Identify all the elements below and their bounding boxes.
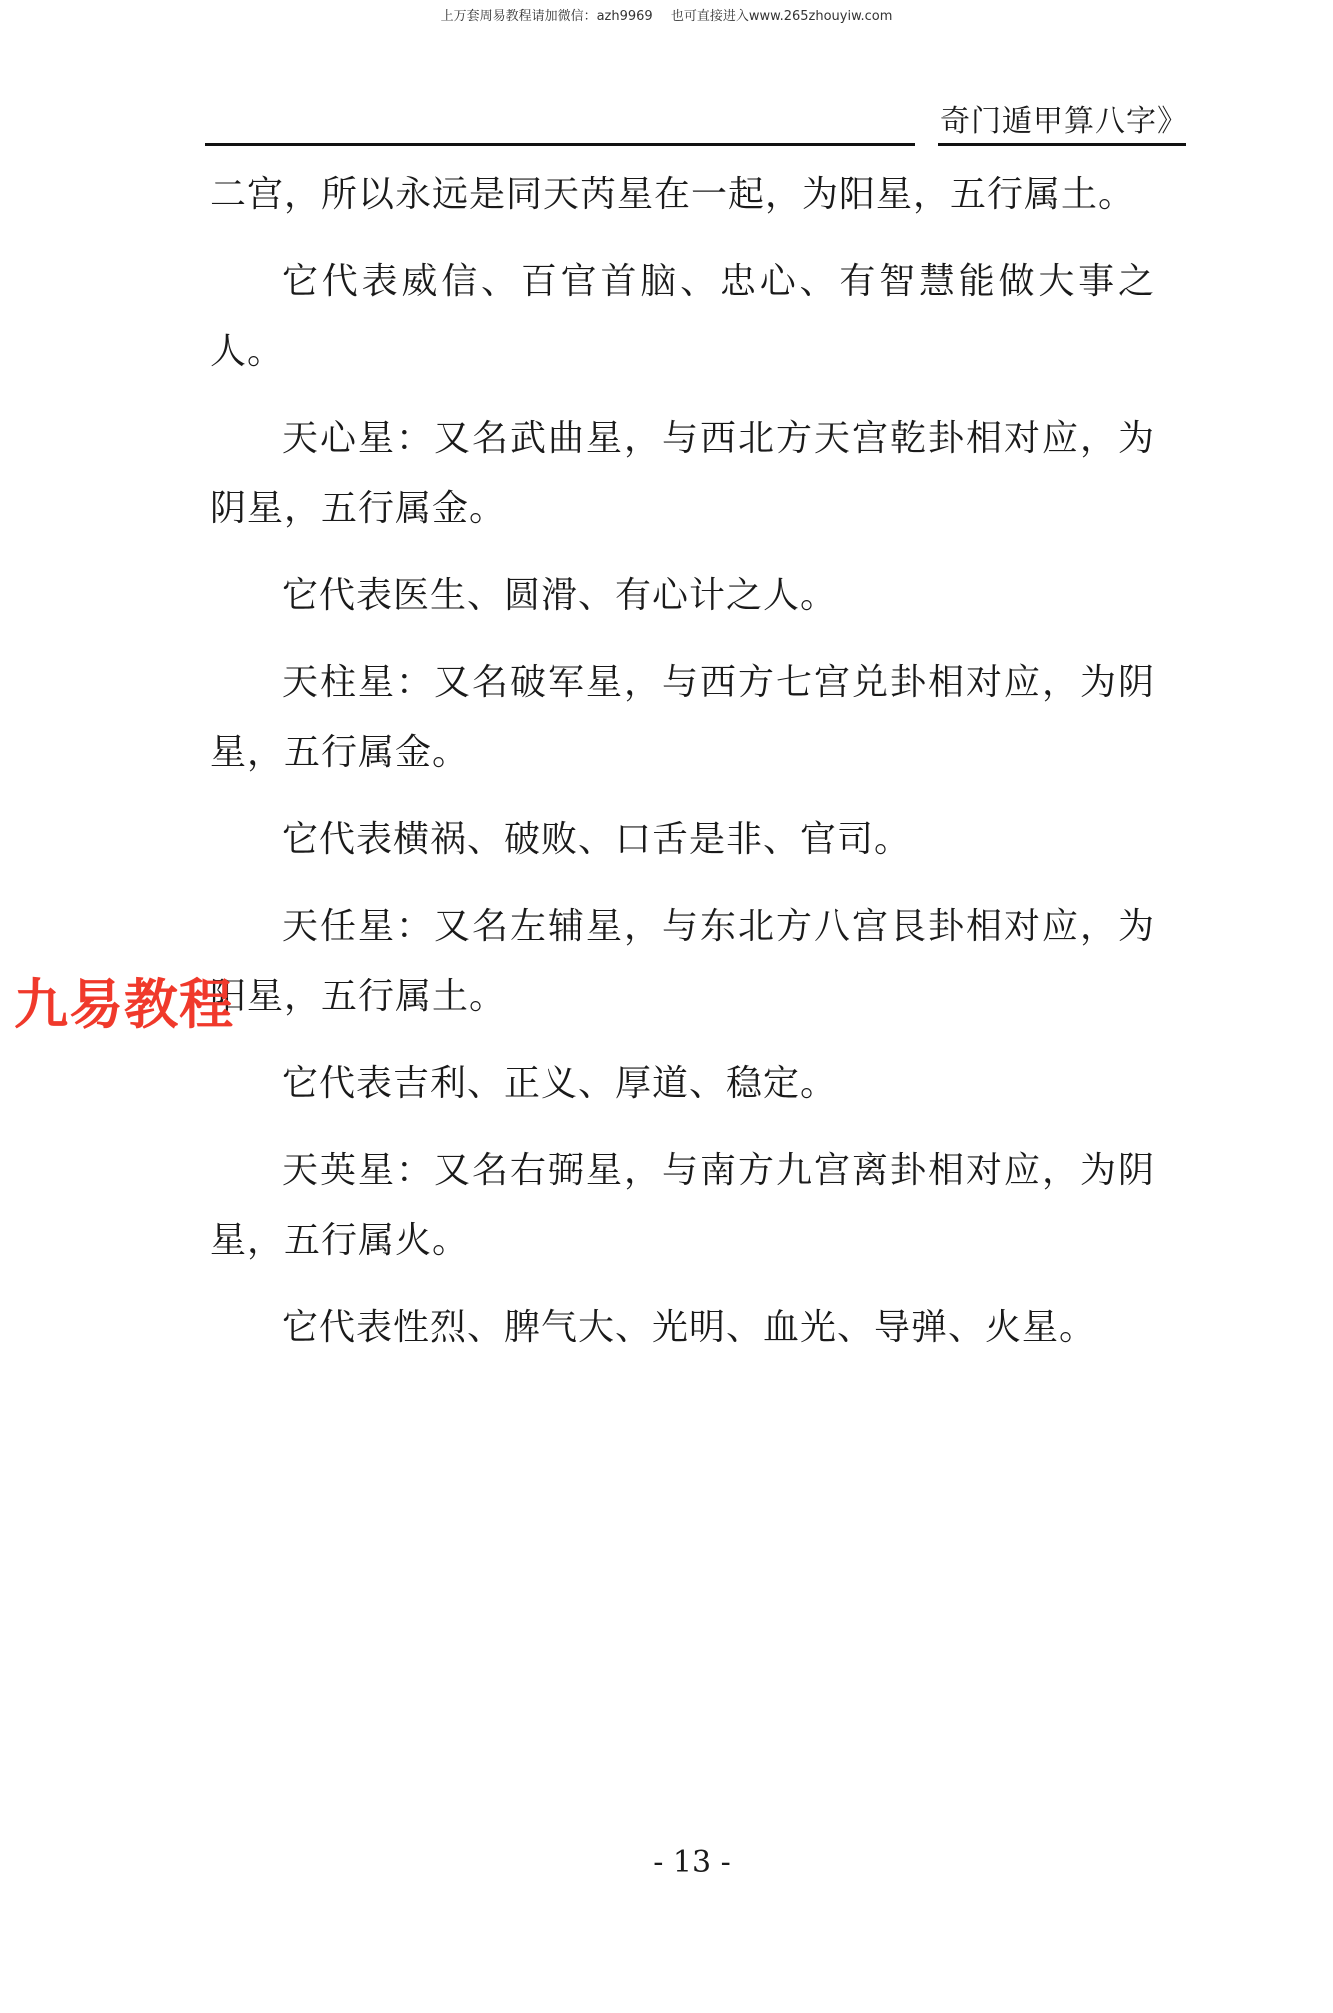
- paragraph: 天柱星：又名破军星，与西方七宫兑卦相对应，为阴星，五行属金。: [210, 662, 1155, 773]
- header-title-rule: [938, 143, 1186, 146]
- watermark-logo: 九易教程: [14, 973, 234, 1036]
- paragraph: 它代表医生、圆滑、有心计之人。: [282, 575, 838, 616]
- running-header-title: 奇门遁甲算八字》: [940, 104, 1188, 139]
- paragraph: 天英星：又名右弼星，与南方九宫离卦相对应，为阴星，五行属火。: [210, 1150, 1155, 1261]
- page-body: [210, 160, 1155, 1380]
- page-number: - 13 -: [653, 1845, 731, 1880]
- header-rule: [205, 143, 915, 146]
- paragraph: 它代表性烈、脾气大、光明、血光、导弹、火星。: [282, 1307, 1097, 1348]
- paragraph: 它代表威信、百官首脑、忠心、有智慧能做大事之人。: [210, 261, 1155, 372]
- paragraph: 它代表横祸、破败、口舌是非、官司。: [282, 819, 912, 860]
- banner-text-website: 也可直接进入www.265zhouyiw.com: [670, 9, 893, 24]
- paragraph: 二宫，所以永远是同天芮星在一起，为阳星，五行属土。: [210, 174, 1136, 215]
- banner-text-wechat: 上万套周易教程请加微信：azh9969: [440, 9, 653, 24]
- paragraph: 天任星：又名左辅星，与东北方八宫艮卦相对应，为阳星，五行属土。: [210, 906, 1155, 1017]
- paragraph: 天心星：又名武曲星，与西北方天宫乾卦相对应，为阴星，五行属金。: [210, 418, 1155, 529]
- paragraph: 它代表吉利、正义、厚道、稳定。: [282, 1063, 838, 1104]
- top-banner: [0, 5, 1333, 24]
